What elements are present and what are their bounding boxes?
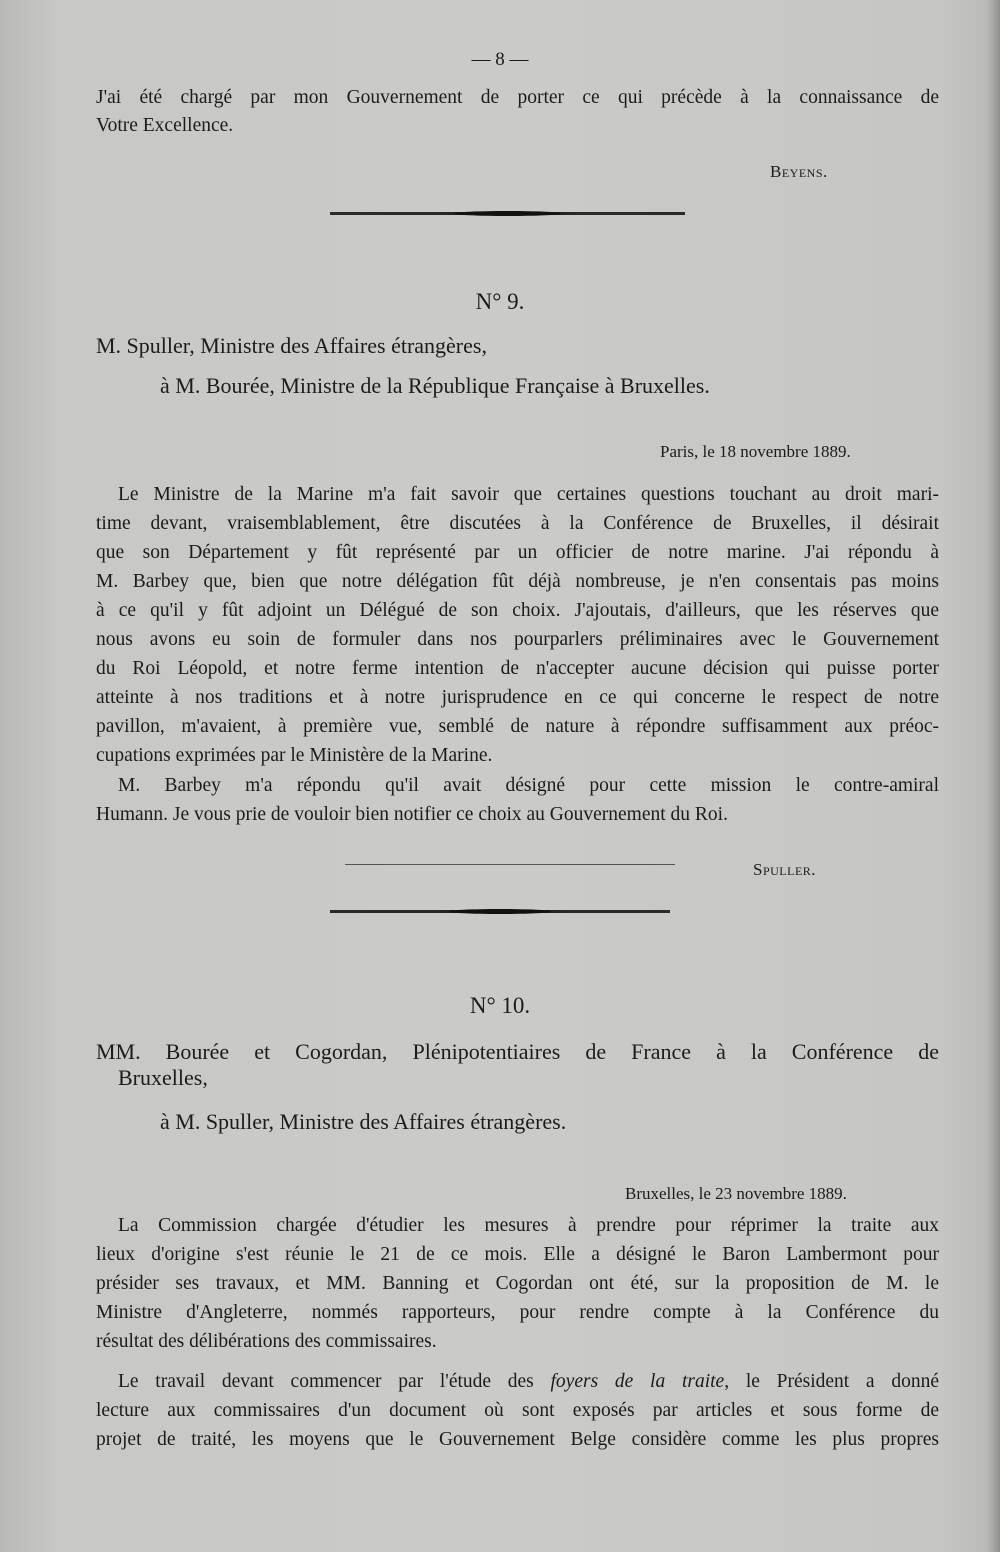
text-line (118, 1370, 939, 1394)
divider-rule (330, 910, 670, 913)
page-edge-shadow (986, 0, 1000, 1552)
text-line: La Commission chargée d'étudier les mesures à prendre pour réprimer la traite aux (118, 1215, 939, 1236)
text-line: du Roi Léopold, et notre ferme intention de n'accepter aucune décision qui puisse porter (96, 658, 939, 679)
text-line: J'ai été chargé par mon Gouvernement de porter ce qui précède à la connaissance de (96, 87, 939, 108)
text-line: à ce qu'il y fût adjoint un Délégué de son choix. J'ajoutais, d'ailleurs, que les réserves que (96, 600, 939, 621)
text-line: M. Barbey que, bien que notre délégation fût déjà nombreuse, je n'en consentais pas moins (96, 571, 939, 592)
text-line: lecture aux commissaires d'un document où sont exposés par articles et sous forme de (96, 1400, 939, 1421)
date-line: Paris, le 18 novembre 1889. (660, 442, 851, 461)
text-line: présider ses travaux, et MM. Banning et Cogordan ont été, sur la proposition de M. le (96, 1273, 939, 1294)
text-line: lieux d'origine s'est réunie le 21 de ce mois. Elle a désigné le Baron Lambermont pour (96, 1244, 939, 1265)
text-line: nous avons eu soin de formuler dans nos pourparlers préliminaires avec le Gouvernement (96, 629, 939, 650)
text-line: atteinte à nos traditions et à notre jurisprudence en ce qui concerne le respect de notre (96, 687, 939, 708)
recipient-line: à M. Bourée, Ministre de la République Française à Bruxelles. (160, 373, 710, 398)
signature: Beyens. (770, 162, 828, 181)
text-line: time devant, vraisemblablement, être discutées à la Conférence de Bruxelles, il désirait (96, 513, 939, 534)
text-line: pavillon, m'avaient, à première vue, semblé de nature à répondre suffisamment aux préoc- (96, 716, 939, 737)
date-line: Bruxelles, le 23 novembre 1889. (625, 1184, 847, 1203)
text-line: Ministre d'Angleterre, nommés rapporteurs, pour rendre compte à la Conférence du (96, 1302, 939, 1323)
text-span: Le travail devant commencer par l'étude des (118, 1371, 551, 1392)
text-line: que son Département y fût représenté par un officier de notre marine. J'ai répondu à (96, 542, 939, 563)
text-line: résultat des délibérations des commissaires. (96, 1331, 437, 1352)
document-number: N° 10. (469, 993, 531, 1018)
recipient-line: à M. Spuller, Ministre des Affaires étrangères. (160, 1109, 567, 1134)
text-line: Le Ministre de la Marine m'a fait savoir que certaines questions touchant au droit mari- (118, 484, 939, 505)
text-line: Humann. Je vous prie de vouloir bien notifier ce choix au Gouvernement du Roi. (96, 804, 728, 825)
divider-rule (330, 212, 685, 215)
faint-rule (345, 864, 675, 865)
sender-line: MM. Bourée et Cogordan, Plénipotentiaires de France à la Conférence de (96, 1039, 939, 1064)
text-line: projet de traité, les moyens que le Gouvernement Belge considère comme les plus propres (96, 1429, 939, 1450)
text-line: M. Barbey m'a répondu qu'il avait désigné pour cette mission le contre-amiral (118, 775, 939, 796)
sender-line-continued: Bruxelles, (118, 1065, 208, 1090)
document-number: N° 9. (475, 289, 525, 314)
sender-line: M. Spuller, Ministre des Affaires étrangères, (96, 333, 487, 358)
text-line: Votre Excellence. (96, 115, 234, 136)
text-line: cupations exprimées par le Ministère de la Marine. (96, 745, 493, 766)
signature: Spuller. (753, 860, 817, 879)
page-number: — 8 — (471, 49, 529, 70)
text-span: , le Président a donné (724, 1371, 939, 1392)
italic-phrase: foyers de la traite (550, 1371, 725, 1392)
